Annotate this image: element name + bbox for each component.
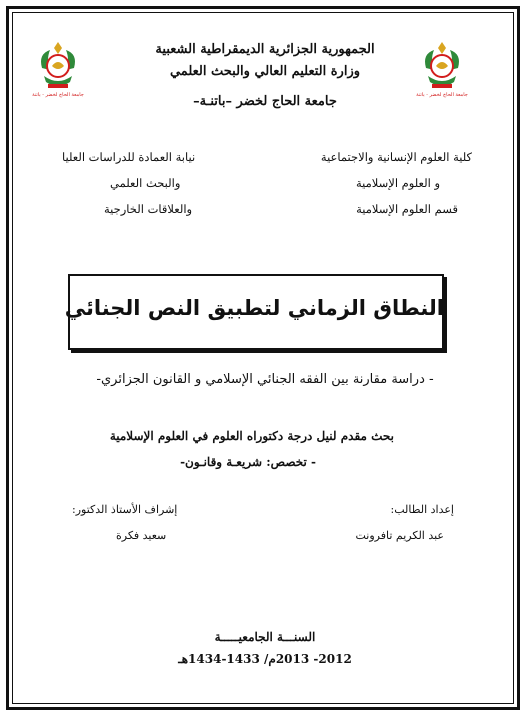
deanery-line: والعلاقات الخارجية bbox=[104, 202, 193, 216]
logo-caption: جامعة الحاج لخضر - باتنة bbox=[32, 92, 84, 98]
thesis-title: النطاق الزماني لتطبيق النص الجنائي bbox=[64, 296, 444, 320]
deanery-line: والبحث العلمي bbox=[110, 176, 181, 190]
supervisor-label: إشراف الأستاذ الدكتور: bbox=[72, 503, 178, 516]
research-specialty: - تخصص: شريعـة وقانـون- bbox=[180, 455, 316, 469]
ministry-name: وزارة التعليم العالي والبحث العلمي bbox=[169, 64, 361, 79]
research-description: بحث مقدم لنيل درجة دكتوراه العلوم في العلوم الإسلامية bbox=[109, 429, 394, 443]
academic-year-value: 2012- 2013م/ 1433-1434هـ bbox=[178, 652, 352, 666]
faculty-line: و العلوم الإسلامية bbox=[355, 176, 440, 190]
logo-caption: جامعة الحاج لخضر - باتنة bbox=[416, 92, 468, 98]
supervisor-name: سعيد فكرة bbox=[116, 529, 167, 542]
thesis-subtitle: - دراسة مقارنة بين الفقه الجنائي الإسلامي و القانون الجزائري- bbox=[96, 372, 434, 387]
student-label: إعداد الطالب: bbox=[390, 503, 454, 516]
university-name: جامعة الحاج لخضر –باتنـة– bbox=[193, 94, 337, 109]
deanery-line: نيابة العمادة للدراسات العليا bbox=[62, 150, 196, 164]
academic-year-label: السنـــة الجامعيـــــة bbox=[214, 630, 316, 644]
department-line: قسم العلوم الإسلامية bbox=[356, 202, 458, 216]
republic-name: الجمهورية الجزائرية الديمقراطية الشعبية bbox=[155, 42, 375, 57]
faculty-line: كلية العلوم الإنسانية والاجتماعية bbox=[320, 150, 472, 164]
student-name: عبد الكريم تافرونت bbox=[355, 529, 444, 542]
